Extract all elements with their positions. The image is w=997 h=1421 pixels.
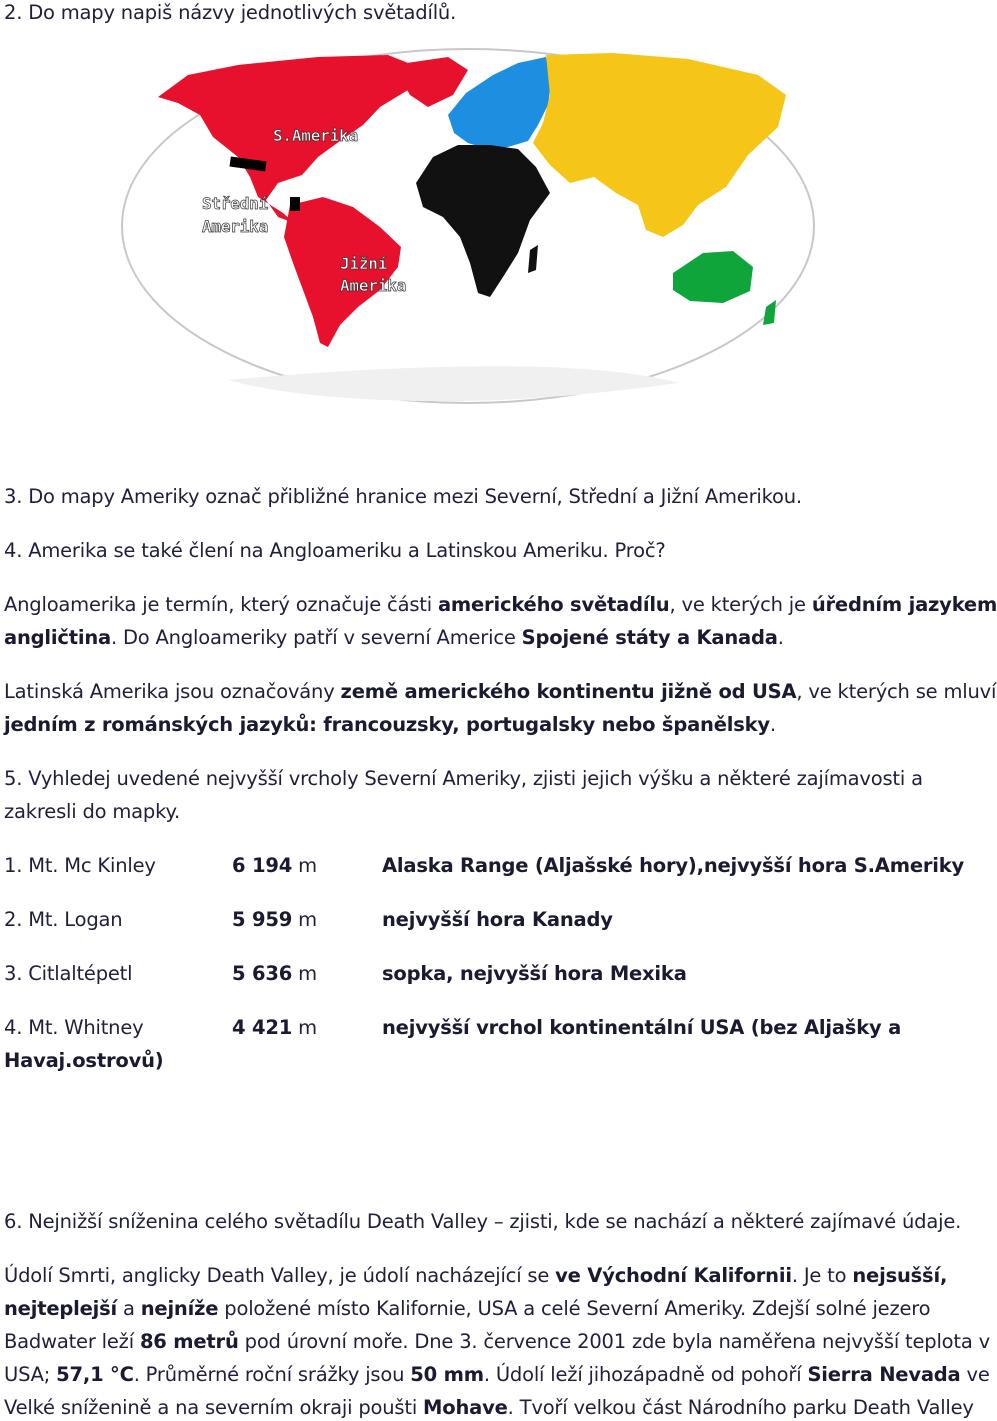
task6-line2: nejteplejší a nejníže položené místo Kalifornie, USA a celé Severní Ameriky. Zdejší solné jezero	[4, 1297, 931, 1320]
task6-question: 6. Nejnižší sníženina celého světadílu Death Valley – zjisti, kde se nachází a některé zajímavé údaje.	[4, 1210, 962, 1233]
peak-name: 3. Citlaltépetl	[4, 962, 133, 985]
task4-question: 4. Amerika se také člení na Angloameriku a Latinskou Ameriku. Proč?	[4, 539, 666, 562]
peak-name: 2. Mt. Logan	[4, 908, 123, 931]
task4-p2-line2: jedním z románských jazyků: francouzsky, portugalsky nebo španělsky.	[4, 713, 776, 736]
task5-line1: 5. Vyhledej uvedené nejvyšší vrcholy Severní Ameriky, zjisti jejich výšku a některé zajímavosti a	[4, 767, 923, 790]
world-map	[118, 45, 818, 407]
task6-line1: Údolí Smrti, anglicky Death Valley, je údolí nacházející se ve Východní Kalifornii. Je to nejsušší,	[4, 1264, 948, 1287]
label-central-america-1: Střední	[202, 194, 269, 213]
task6-line3: Badwater leží 86 metrů pod úrovní moře. Dne 3. července 2001 zde byla naměřena nejvyšší teplota v	[4, 1330, 990, 1353]
peak-row	[4, 907, 934, 933]
task4-p2-line1: Latinská Amerika jsou označovány země amerického kontinentu jižně od USA, ve kterých se mluví	[4, 680, 997, 703]
task4-p1-line2: angličtina. Do Angloameriky patří v severní Americe Spojené státy a Kanada.	[4, 626, 784, 649]
peak-height: 5 959 m	[232, 908, 317, 931]
task4-p1-line1: Angloamerika je termín, který označuje části amerického světadílu, ve kterých je úředním jazykem	[4, 593, 997, 616]
peak-note-continuation: Havaj.ostrovů)	[4, 1049, 164, 1072]
peak-height: 6 194 m	[232, 854, 317, 877]
label-south-america-1: Jižní	[340, 254, 388, 273]
label-south-america-2: Amerika	[340, 276, 407, 295]
label-north-america: S.Amerika	[273, 126, 358, 145]
peak-note: nejvyšší vrchol kontinentální USA (bez Aljašky a	[382, 1016, 902, 1039]
peak-note: Alaska Range (Aljašské hory),nejvyšší hora S.Ameriky	[382, 854, 965, 877]
peak-height: 5 636 m	[232, 962, 317, 985]
task6-line5: Velké sníženině a na severním okraji poušti Mohave. Tvoří velkou část Národního parku Death Valley	[4, 1396, 974, 1419]
peak-row	[4, 961, 934, 987]
task3-text: 3. Do mapy Ameriky označ přibližné hranice mezi Severní, Střední a Jižní Amerikou.	[4, 485, 802, 508]
peak-note: nejvyšší hora Kanady	[382, 908, 613, 931]
peak-height: 4 421 m	[232, 1016, 317, 1039]
peak-row	[4, 1015, 934, 1041]
peak-note: sopka, nejvyšší hora Mexika	[382, 962, 687, 985]
task5-line2: zakresli do mapky.	[4, 800, 181, 823]
peak-row	[4, 853, 965, 879]
task2-heading: 2. Do mapy napiš názvy jednotlivých světadílů.	[4, 1, 457, 24]
label-central-america-2: Amerika	[202, 217, 269, 236]
boundary-mark-central-south	[290, 197, 300, 211]
task6-line4: USA; 57,1 °C. Průměrné roční srážky jsou 50 mm. Údolí leží jihozápadně od pohoří Sierra Nevada ve	[4, 1363, 990, 1386]
peak-name: 4. Mt. Whitney	[4, 1016, 144, 1039]
peak-name: 1. Mt. Mc Kinley	[4, 854, 156, 877]
